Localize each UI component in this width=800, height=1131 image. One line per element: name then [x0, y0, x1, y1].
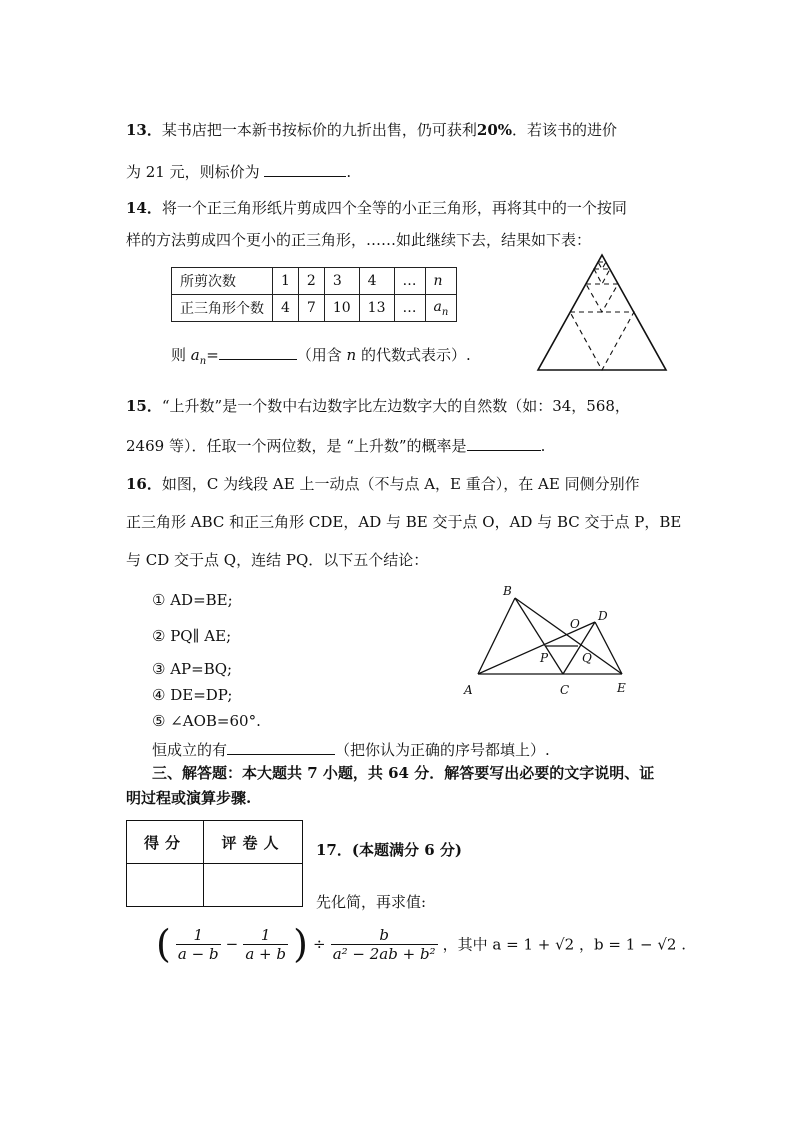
q16-item-5: ⑤ ∠AOB=60°.	[152, 712, 261, 730]
table-row: 所剪次数 1 2 3 4 … n	[172, 268, 457, 295]
section3-line1: 三、解答题：本大题共 7 小题，共 64 分．解答要写出必要的文字说明、证	[152, 764, 655, 782]
q15-line2: 2469 等）．任取一个两位数，是 “上升数”的概率是 .	[126, 434, 545, 456]
label-C: C	[560, 683, 570, 697]
q13-line2: 为 21 元，则标价为 .	[126, 160, 351, 182]
q16-item-2: ② PQ∥ AE;	[152, 627, 232, 645]
q14-triangle-figure	[530, 250, 675, 375]
q16-line3: 与 CD 交于点 Q，连结 PQ．以下五个结论：	[126, 551, 429, 569]
fraction-1: $\frac{1}{a - b}$	[177, 925, 219, 963]
table-row: 正三角形个数 4 7 10 13 … $a_n$	[172, 295, 457, 322]
q17-expression: ( $\frac{1}{a - b}$ − $\frac{1}{a + b}$ ) ÷ $\frac{b}{\text{a² − 2ab + b²}}$ ，其中 a = 1 + √2 ，b = 1 − √2 .	[156, 922, 686, 966]
q16-answer-blank[interactable]	[227, 738, 335, 755]
table-row: 得分 评卷人	[127, 821, 303, 864]
q16-item-3: ③ AP=BQ;	[152, 660, 233, 678]
score-table	[126, 820, 303, 907]
q15-line1: 15．“上升数”是一个数中右边数字比左边数字大的自然数（如：34，568，	[126, 397, 630, 415]
q14-table	[171, 267, 457, 322]
q17-heading: 17．(本题满分 6 分)	[316, 841, 462, 859]
table-row	[127, 864, 303, 907]
label-Q: Q	[582, 651, 592, 665]
label-O: O	[570, 617, 580, 631]
q16-geometry-figure	[460, 582, 640, 700]
q13-answer-blank[interactable]	[264, 160, 346, 177]
q13-line1: 13．某书店把一本新书按标价的九折出售，仍可获利20%．若该书的进价	[126, 121, 618, 139]
label-D: D	[598, 609, 608, 623]
q14-line1: 14．将一个正三角形纸片剪成四个全等的小正三角形，再将其中的一个按同	[126, 199, 627, 217]
label-B: B	[503, 584, 512, 598]
q16-line2: 正三角形 ABC 和正三角形 CDE，AD 与 BE 交于点 O，AD 与 BC 交于点 P，BE	[126, 513, 682, 531]
q17-prompt: 先化简，再求值:	[316, 893, 427, 911]
fraction-2: $\frac{1}{a + b}$	[245, 925, 286, 963]
q14-answer-line: 则 $a_n=$ （用含 n 的代数式表示）.	[171, 343, 471, 372]
q15-answer-blank[interactable]	[467, 434, 541, 451]
q16-item-4: ④ DE=DP;	[152, 686, 233, 704]
q14-answer-blank[interactable]	[219, 343, 297, 360]
section3-line2: 明过程或演算步骤.	[126, 789, 252, 807]
q14-line2: 样的方法剪成四个更小的正三角形，……如此继续下去，结果如下表：	[126, 231, 592, 249]
grader-cell[interactable]	[204, 864, 303, 907]
label-E: E	[617, 681, 626, 695]
label-A: A	[464, 683, 473, 697]
score-cell[interactable]	[127, 864, 204, 907]
q16-line1: 16．如图，C 为线段 AE 上一动点（不与点 A，E 重合），在 AE 同侧分别作	[126, 475, 640, 493]
q16-item-1: ① AD=BE;	[152, 591, 233, 609]
label-P: P	[540, 651, 549, 665]
q16-answer-line: 恒成立的有 （把你认为正确的序号都填上）.	[152, 738, 550, 760]
fraction-3: $\frac{b}{\text{a² − 2ab + b²}}$	[332, 925, 436, 963]
